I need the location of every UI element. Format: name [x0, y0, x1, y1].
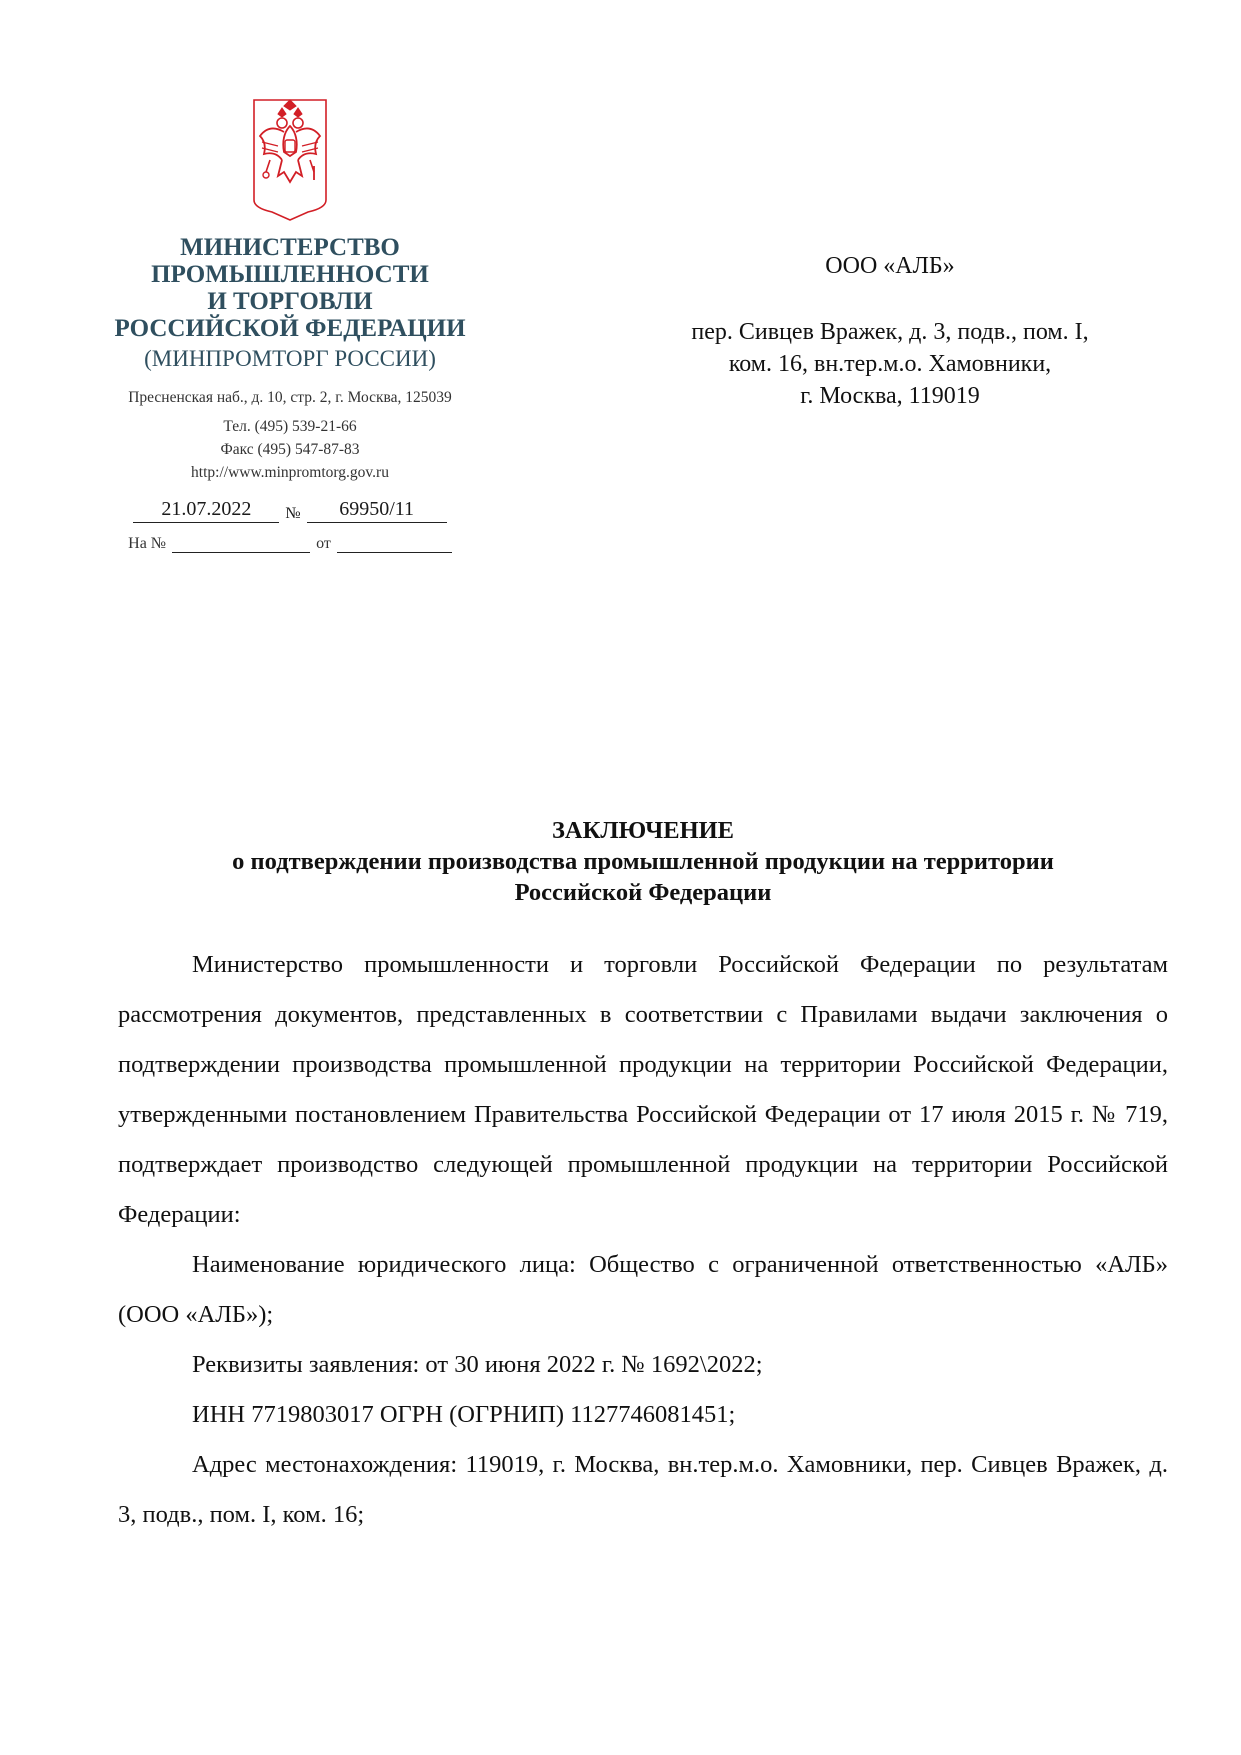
recipient-address-line-2: ком. 16, вн.тер.м.о. Хамовники,: [728, 351, 1052, 377]
ref-number-blank: [172, 538, 310, 553]
ref-from-label: от: [316, 535, 331, 552]
coat-of-arms-icon: [248, 96, 332, 224]
org-name-line-3: И ТОРГОВЛИ: [207, 288, 373, 315]
org-phone: Тел. (495) 539-21-66: [223, 418, 357, 435]
title-line-1: ЗАКЛЮЧЕНИЕ: [551, 817, 735, 844]
reference-line: [70, 535, 510, 553]
body-paragraph-5: Адрес местонахождения: 119019, г. Москва, вн.тер.м.о. Хамовники, пер. Сивцев Вражек, д. 3, подв., пом. I, ком. 16;: [118, 1451, 1168, 1528]
org-short-name: (МИНПРОМТОРГ РОССИИ): [144, 346, 436, 371]
letterhead: [70, 96, 510, 553]
org-address: Пресненская наб., д. 10, стр. 2, г. Москва, 125039: [128, 389, 452, 406]
doc-date: 21.07.2022: [133, 498, 279, 523]
title-line-3: Российской Федерации: [514, 879, 772, 906]
body-paragraph-3: Реквизиты заявления: от 30 июня 2022 г. № 1692\2022;: [192, 1351, 763, 1378]
body-paragraph-4: ИНН 7719803017 ОГРН (ОГРНИП) 1127746081451;: [192, 1401, 736, 1428]
document-body: [118, 940, 1168, 1540]
org-fax: Факс (495) 547-87-83: [220, 441, 360, 458]
org-name-line-2: ПРОМЫШЛЕННОСТИ: [151, 261, 429, 288]
document-title: [118, 815, 1168, 908]
registration-line: [70, 498, 510, 523]
recipient-name: ООО «АЛБ»: [825, 253, 955, 279]
recipient-block: [620, 250, 1160, 412]
body-paragraph-1: Министерство промышленности и торговли Российской Федерации по результатам рассмотрения документов, представленных в соответствии с Правилами выдачи заключения о подтверждении производства промышленной продукции на территории Российской Федерации, утвержденными постановлением Правительства Российской Федерации от 17 июля 2015 г. № 719, подтверждает производство следующей промышленной продукции на территории Российской Федерации:: [118, 951, 1168, 1228]
body-paragraph-2: Наименование юридического лица: Общество с ограниченной ответственностью «АЛБ» (ООО «АЛБ»);: [118, 1251, 1168, 1328]
recipient-address-line-1: пер. Сивцев Вражек, д. 3, подв., пом. I,: [691, 319, 1089, 345]
ref-date-blank: [337, 538, 452, 553]
org-website: http://www.minpromtorg.gov.ru: [191, 464, 389, 481]
ref-label: На №: [128, 535, 167, 552]
org-name-line-4: РОССИЙСКОЙ ФЕДЕРАЦИИ: [114, 315, 466, 342]
doc-number: 69950/11: [307, 498, 447, 523]
recipient-address-line-3: г. Москва, 119019: [800, 383, 980, 409]
number-sign: №: [285, 505, 301, 522]
title-line-2: о подтверждении производства промышленной продукции на территории: [232, 848, 1054, 875]
org-name-line-1: МИНИСТЕРСТВО: [180, 234, 400, 261]
